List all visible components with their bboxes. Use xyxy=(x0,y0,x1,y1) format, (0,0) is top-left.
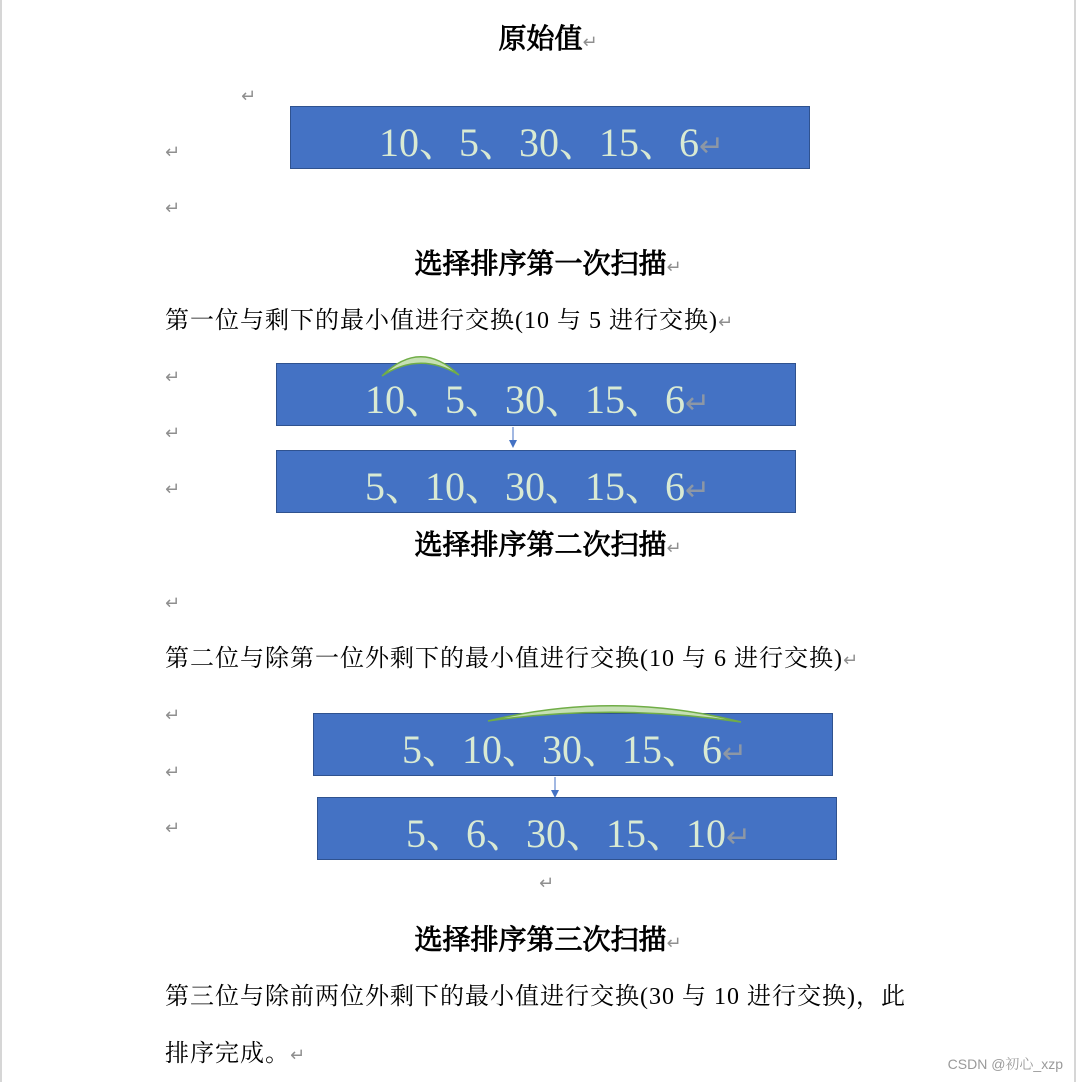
scan-3-description-line-1 xyxy=(165,981,906,1013)
scan-1-description xyxy=(165,305,733,339)
return-mark: ↵ xyxy=(241,86,257,107)
sequence-text: 5、10、30、15、6 xyxy=(365,464,685,509)
watermark: CSDN @初心_xzp xyxy=(947,1056,1063,1072)
scan-2-before-box xyxy=(313,713,833,776)
sequence-text: 10、5、30、15、6 xyxy=(379,120,699,165)
scan-2-description xyxy=(165,643,858,677)
sequence-text: 5、10、30、15、6 xyxy=(402,727,722,772)
description-text: 第二位与除第一位外剩下的最小值进行交换(10 与 6 进行交换) xyxy=(165,646,843,672)
return-mark: ↵ xyxy=(290,1045,306,1066)
scan-3-description-line-2 xyxy=(165,1038,305,1072)
heading-text: 选择排序第一次扫描 xyxy=(414,249,667,280)
return-mark: ↵ xyxy=(165,762,181,783)
return-mark: ↵ xyxy=(165,423,181,444)
return-mark: ↵ xyxy=(165,367,181,388)
return-mark: ↵ xyxy=(165,705,181,726)
return-mark: ↵ xyxy=(582,32,598,53)
return-mark: ↵ xyxy=(165,198,181,219)
return-mark: ↵ xyxy=(685,386,711,421)
scan-1-before-box xyxy=(276,363,796,426)
heading-text: 选择排序第三次扫描 xyxy=(414,925,667,956)
return-mark: ↵ xyxy=(165,142,181,163)
return-mark: ↵ xyxy=(842,650,859,671)
page-edge-left xyxy=(0,0,2,1082)
return-mark: ↵ xyxy=(539,873,555,894)
return-mark: ↵ xyxy=(666,538,682,559)
scan-1-after-box xyxy=(276,450,796,513)
return-mark: ↵ xyxy=(165,818,181,839)
scan-3-heading xyxy=(165,921,931,964)
description-text: 第一位与剩下的最小值进行交换(10 与 5 进行交换) xyxy=(165,308,718,334)
page-edge-right xyxy=(1074,0,1076,1082)
heading-text: 选择排序第二次扫描 xyxy=(414,530,667,561)
return-mark: ↵ xyxy=(165,479,181,500)
return-mark: ↵ xyxy=(717,312,734,333)
return-mark: ↵ xyxy=(685,473,711,508)
description-text: 第三位与除前两位外剩下的最小值进行交换(30 与 10 进行交换)，此 xyxy=(165,984,906,1010)
return-mark: ↵ xyxy=(666,933,682,954)
swap-arrow-scan-2 xyxy=(551,777,559,798)
scan-2-after-box xyxy=(317,797,837,860)
return-mark: ↵ xyxy=(165,593,181,614)
return-mark: ↵ xyxy=(666,257,682,278)
swap-arrow-scan-1 xyxy=(509,427,517,448)
sequence-text: 10、5、30、15、6 xyxy=(365,377,685,422)
heading-text: 原始值 xyxy=(498,24,583,55)
original-sequence-box xyxy=(290,106,810,169)
sequence-text: 5、6、30、15、10 xyxy=(406,811,726,856)
original-heading xyxy=(165,20,931,63)
return-mark: ↵ xyxy=(722,736,748,771)
return-mark: ↵ xyxy=(726,820,752,855)
return-mark: ↵ xyxy=(699,129,725,164)
scan-2-heading xyxy=(165,526,931,569)
description-text: 排序完成。 xyxy=(165,1041,290,1067)
scan-1-heading xyxy=(165,245,931,288)
